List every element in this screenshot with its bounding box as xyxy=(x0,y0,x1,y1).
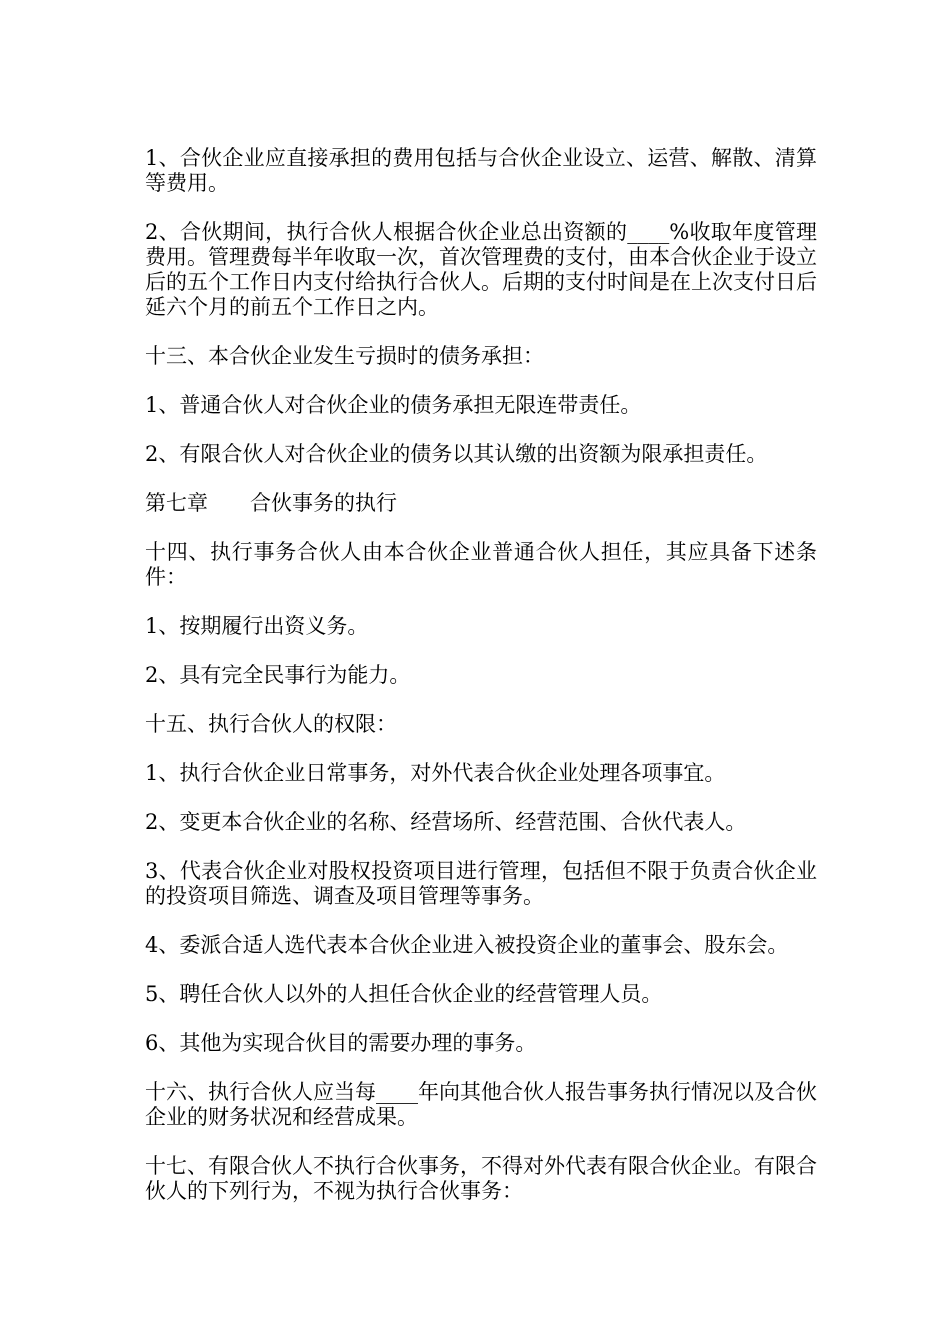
paragraph-expenses: 1、合伙企业应直接承担的费用包括与合伙企业设立、运营、解散、清算等费用。 xyxy=(145,146,817,195)
paragraph-authority-1: 1、执行合伙企业日常事务，对外代表合伙企业处理各项事宜。 xyxy=(145,761,726,785)
paragraph-management-fee: 2、合伙期间，执行合伙人根据合伙企业总出资额的____%收取年度管理费用。管理费每半年收取一次，首次管理费的支付，由本合伙企业于设立后的五个工作日内支付给执行合伙人。后期的支付时间是在上次支付日后延六个月的前五个工作日之内。 xyxy=(145,220,817,319)
chapter-7-heading: 第七章 合伙事务的执行 xyxy=(145,491,397,515)
clause-13-heading: 十三、本合伙企业发生亏损时的债务承担： xyxy=(145,344,544,368)
paragraph-authority-5: 5、聘任合伙人以外的人担任合伙企业的经营管理人员。 xyxy=(145,982,663,1006)
clause-16-paragraph: 十六、执行合伙人应当每____年向其他合伙人报告事务执行情况以及合伙企业的财务状况和经营成果。 xyxy=(145,1080,817,1129)
paragraph-authority-6: 6、其他为实现合伙目的需要办理的事务。 xyxy=(145,1031,537,1055)
paragraph-condition-2: 2、具有完全民事行为能力。 xyxy=(145,663,411,687)
document-body xyxy=(145,146,817,1228)
paragraph-authority-4: 4、委派合适人选代表本合伙企业进入被投资企业的董事会、股东会。 xyxy=(145,933,789,957)
paragraph-general-partner-liability: 1、普通合伙人对合伙企业的债务承担无限连带责任。 xyxy=(145,393,642,417)
paragraph-limited-partner-liability: 2、有限合伙人对合伙企业的债务以其认缴的出资额为限承担责任。 xyxy=(145,442,768,466)
clause-15-heading: 十五、执行合伙人的权限： xyxy=(145,712,397,736)
paragraph-authority-3: 3、代表合伙企业对股权投资项目进行管理，包括但不限于负责合伙企业的投资项目筛选、调查及项目管理等事务。 xyxy=(145,859,817,908)
paragraph-condition-1: 1、按期履行出资义务。 xyxy=(145,614,369,638)
clause-14-heading: 十四、执行事务合伙人由本合伙企业普通合伙人担任，其应具备下述条件： xyxy=(145,540,817,589)
clause-17-paragraph: 十七、有限合伙人不执行合伙事务，不得对外代表有限合伙企业。有限合伙人的下列行为，不视为执行合伙事务： xyxy=(145,1154,817,1203)
paragraph-authority-2: 2、变更本合伙企业的名称、经营场所、经营范围、合伙代表人。 xyxy=(145,810,747,834)
